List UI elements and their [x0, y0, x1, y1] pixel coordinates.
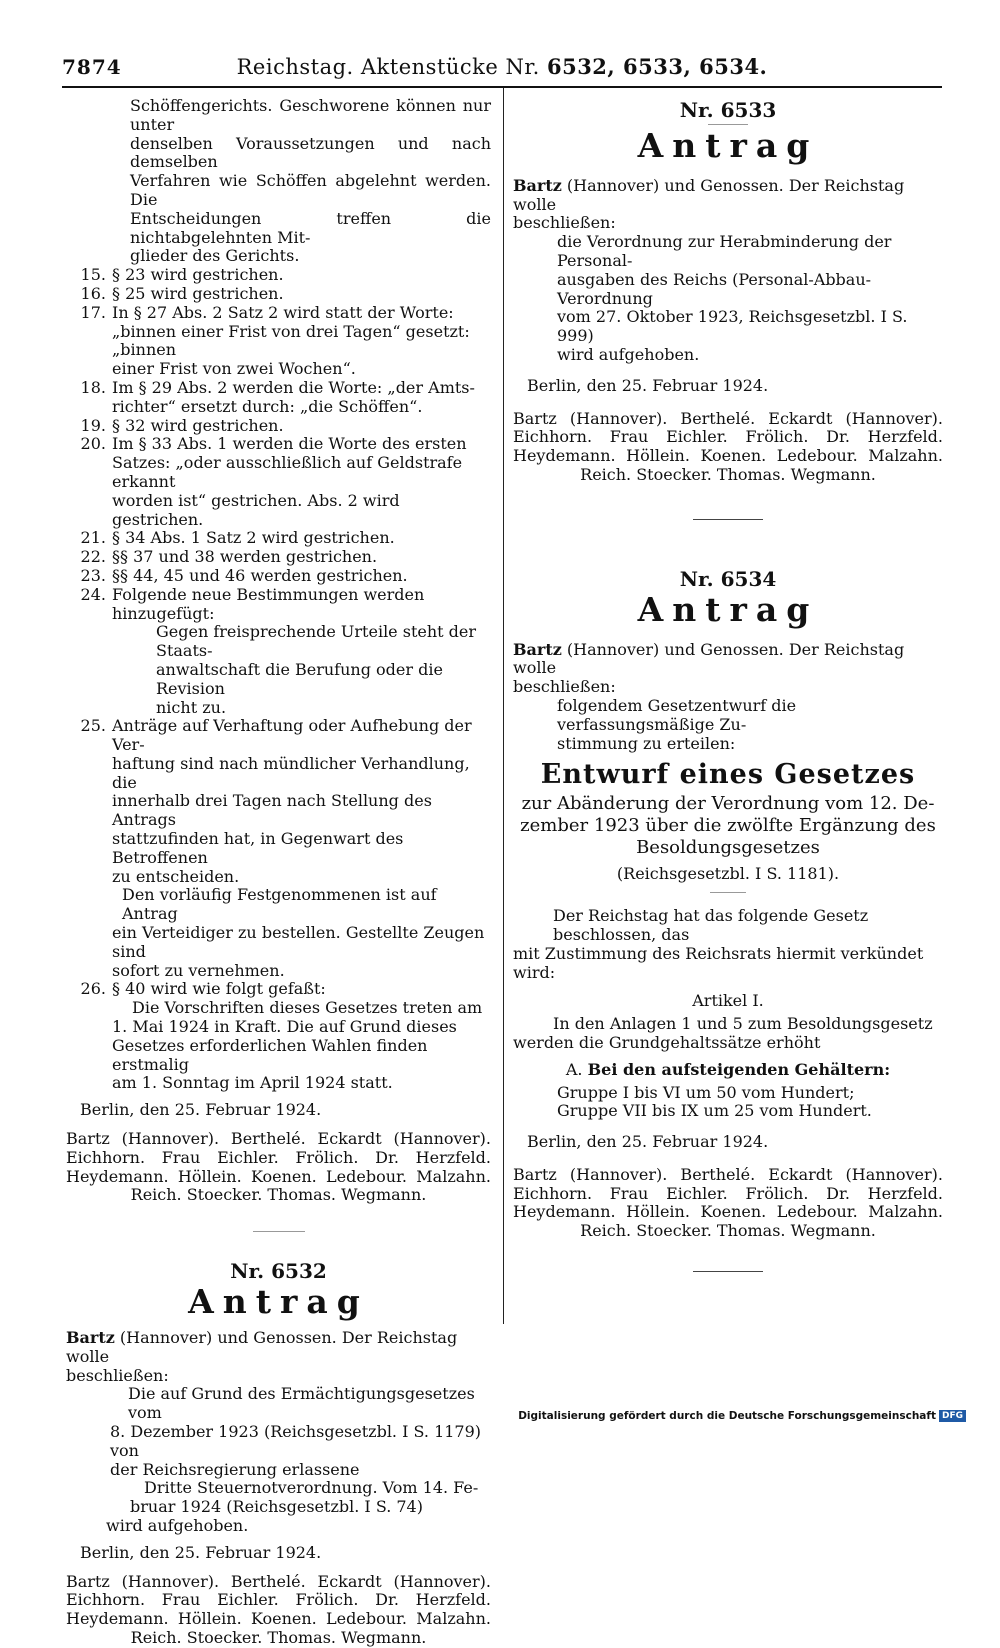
list-item: 21. § 34 Abs. 1 Satz 2 wird gestrichen. — [80, 528, 395, 548]
header-rule — [62, 86, 942, 88]
column-divider — [503, 88, 504, 1324]
list-item: 26. § 40 wird wie folgt gefaßt: Die Vorschriften dieses Gesetzes treten am 1. Mai 1924 in Kraft. Die auf Grund dieses Gesetzes erforderlichen Wahlen finden erstmalig am 1. Sonntag im April 1924 statt. — [80, 979, 483, 1093]
list-item: 16. § 25 wird gestrichen. — [80, 283, 284, 303]
law-title: Entwurf eines Gesetzes — [540, 759, 916, 791]
signatories: Bartz (Hannover). Berthelé. Eckardt (Hannover). Eichhorn. Frau Eichler. Frölich. Dr. Herzfeld. Heydemann. Höllein. Koenen. Ledebour. Malzahn. Reich. Stoecker. Thomas. Wegmann. — [513, 408, 943, 484]
date-line: Berlin, den 25. Februar 1924. — [527, 1132, 769, 1152]
page-number: 7874 — [62, 55, 122, 79]
date-line: Berlin, den 25. Februar 1924. — [527, 375, 769, 395]
list-item: 19. § 32 wird gestrichen. — [80, 415, 284, 435]
list-item: 18. Im § 29 Abs. 2 werden die Worte: „der Amts- richter“ ersetzt durch: „die Schöffen“. — [80, 377, 475, 416]
digitization-footer — [518, 1410, 966, 1422]
list-item: 17. In § 27 Abs. 2 Satz 2 wird statt der Worte: „binnen einer Frist von drei Tagen“ gesetzt: „binnen einer Frist von zwei Wochen“. — [80, 302, 470, 379]
signatories: Bartz (Hannover). Berthelé. Eckardt (Hannover). Eichhorn. Frau Eichler. Frölich. Dr. Herzfeld. Heydemann. Höllein. Koenen. Ledebour. Malzahn. Reich. Stoecker. Thomas. Wegmann. — [66, 1571, 491, 1647]
date-line: Berlin, den 25. Februar 1924. — [80, 1100, 322, 1120]
signatories: Bartz (Hannover). Berthelé. Eckardt (Hannover). Eichhorn. Frau Eichler. Frölich. Dr. Herzfeld. Heydemann. Höllein. Koenen. Ledebour. Malzahn. Reich. Stoecker. Thomas. Wegmann. — [513, 1164, 943, 1241]
right-column — [513, 97, 943, 1272]
continuation-text: Schöffengerichts. Geschworene können nur unter denselben Voraussetzungen und nach demselben Verfahren wie Schöffen abgelehnt werden. Die Entscheidungen treffen die nichtabgelehnten Mit- glieder des Gerichts. — [130, 96, 491, 266]
running-title-prefix: Reichstag. Aktenstücke Nr. — [236, 55, 540, 79]
list-item: 22. §§ 37 und 38 werden gestrichen. — [80, 547, 378, 567]
list-item: 15. § 23 wird gestrichen. — [80, 265, 284, 285]
list-item: 23. §§ 44, 45 und 46 werden gestrichen. — [80, 565, 408, 585]
running-title — [62, 54, 942, 79]
document-number: Nr. 6534 — [679, 566, 777, 591]
enacting-clause: Der Reichstag hat das folgende Gesetz beschlossen, das mit Zustimmung des Reichsrats hiermit verkündet wird: — [513, 906, 924, 982]
list-item: 20. Im § 33 Abs. 1 werden die Worte des ersten Satzes: „oder ausschließlich auf Geldstrafe erkannt worden ist“ gestrichen. Abs. 2 wird gestrichen. — [80, 434, 467, 529]
section-separator — [253, 1231, 305, 1232]
short-rule — [710, 892, 746, 893]
dfg-logo: DFG — [939, 1410, 966, 1422]
signatories: Bartz (Hannover). Berthelé. Eckardt (Hannover). Eichhorn. Frau Eichler. Frölich. Dr. Herzfeld. Heydemann. Höllein. Koenen. Ledebour. Malzahn. Reich. Stoecker. Thomas. Wegmann. — [66, 1129, 491, 1205]
section-separator — [693, 519, 763, 520]
document-6533: Nr. 6533 Antrag Bartz (Hannover) und Genossen. Der Reichstag wolle beschließen: die Verordnung zur Herabminderung der Personal- ausgaben des Reichs (Personal-Abbau-Verordnung vom 27. Oktober 1923, Reichsgesetzbl. I S. 999) wird aufgehoben. Berlin, den 25. Februar 1924. Bartz (Hannover). Berthelé. Eckardt (Hannover). Eichhorn. Frau Eichler. Frölich. Dr. Herzfeld. Heydemann. Höllein. Koenen. Ledebour. Malzahn. Reich. Stoecker. Thomas. Wegmann. — [513, 98, 943, 484]
page-header — [62, 52, 942, 84]
document-heading: Antrag — [637, 125, 819, 165]
document-number: Nr. 6532 — [230, 1259, 327, 1284]
section-separator — [693, 1271, 763, 1272]
list-item: 25. Anträge auf Verhaftung oder Aufhebung der Ver- haftung sind nach mündlicher Verhandlung, die innerhalb drei Tagen nach Stellung des Antrags stattzufinden hat, in Gegenwart des Betroffenen zu entscheiden. Den vorläufig Festgenommenen ist auf Antrag ein Verteidiger zu bestellen. Gestellte Zeugen sind sofort zu vernehmen. — [80, 716, 485, 980]
document-heading: Antrag — [637, 589, 819, 629]
document-heading: Antrag — [188, 1282, 369, 1322]
document-6532: Nr. 6532 Antrag Bartz (Hannover) und Genossen. Der Reichstag wolle beschließen: Die auf Grund des Ermächtigungsgesetzes vom 8. Dezember 1923 (Reichsgesetzbl. I S. 1179) von der Reichsregierung erlassene Dritte Steuernotverordnung. Vom 14. Fe- bruar 1924 (Reichsgesetzbl. I S. 74) wird aufgehoben. Berlin, den 25. Februar 1924. Bartz (Hannover). Berthelé. Eckardt (Hannover). Eichhorn. Frau Eichler. Frölich. Dr. Herzfeld. Heydemann. Höllein. Koenen. Ledebour. Malzahn. Reich. Stoecker. Thomas. Wegmann. — [66, 1259, 491, 1647]
running-title-numbers: 6532, 6533, 6534. — [546, 54, 768, 79]
left-column — [66, 97, 491, 1648]
document-number: Nr. 6533 — [679, 98, 777, 122]
date-line: Berlin, den 25. Februar 1924. — [80, 1542, 322, 1562]
article-heading: Artikel I. — [692, 991, 764, 1011]
document-6534: Nr. 6534 Antrag Bartz (Hannover) und Genossen. Der Reichstag wolle beschließen: folgendem Gesetzentwurf die verfassungsmäßige Zu- stimmung zu erteilen: Entwurf eines Gesetzes zur Abänderung der Verordnung vom 12. De- zember 1923 über die zwölfte Ergänzung des Besoldungsgesetzes (Reichsgesetzbl. I S. 1181). Der Reichstag hat das folgende Gesetz beschlossen, das mit Zustimmung des Reichsrats hiermit verkündet wird: Artikel I. In den Anlagen 1 und 5 zum Besoldungsgesetz werden die Grundgehaltssätze erhöht A. Bei den aufsteigenden Gehältern: Gruppe I bis VI um 50 vom Hundert; Gruppe VII bis IX um 25 vom Hundert. Berlin, den 25. Februar 1924. Bartz (Hannover). Berthelé. Eckardt (Hannover). Eichhorn. Frau Eichler. Frölich. Dr. Herzfeld. Heydemann. Höllein. Koenen. Ledebour. Malzahn. Reich. Stoecker. Thomas. Wegmann. — [513, 570, 943, 1272]
list-item: 24. Folgende neue Bestimmungen werden hinzugefügt: Gegen freisprechende Urteile steht der Staats- anwaltschaft die Berufung oder die Revision nicht zu. — [80, 584, 477, 717]
footer-text: Digitalisierung gefördert durch die Deutsche Forschungsgemeinschaft — [518, 1410, 936, 1422]
